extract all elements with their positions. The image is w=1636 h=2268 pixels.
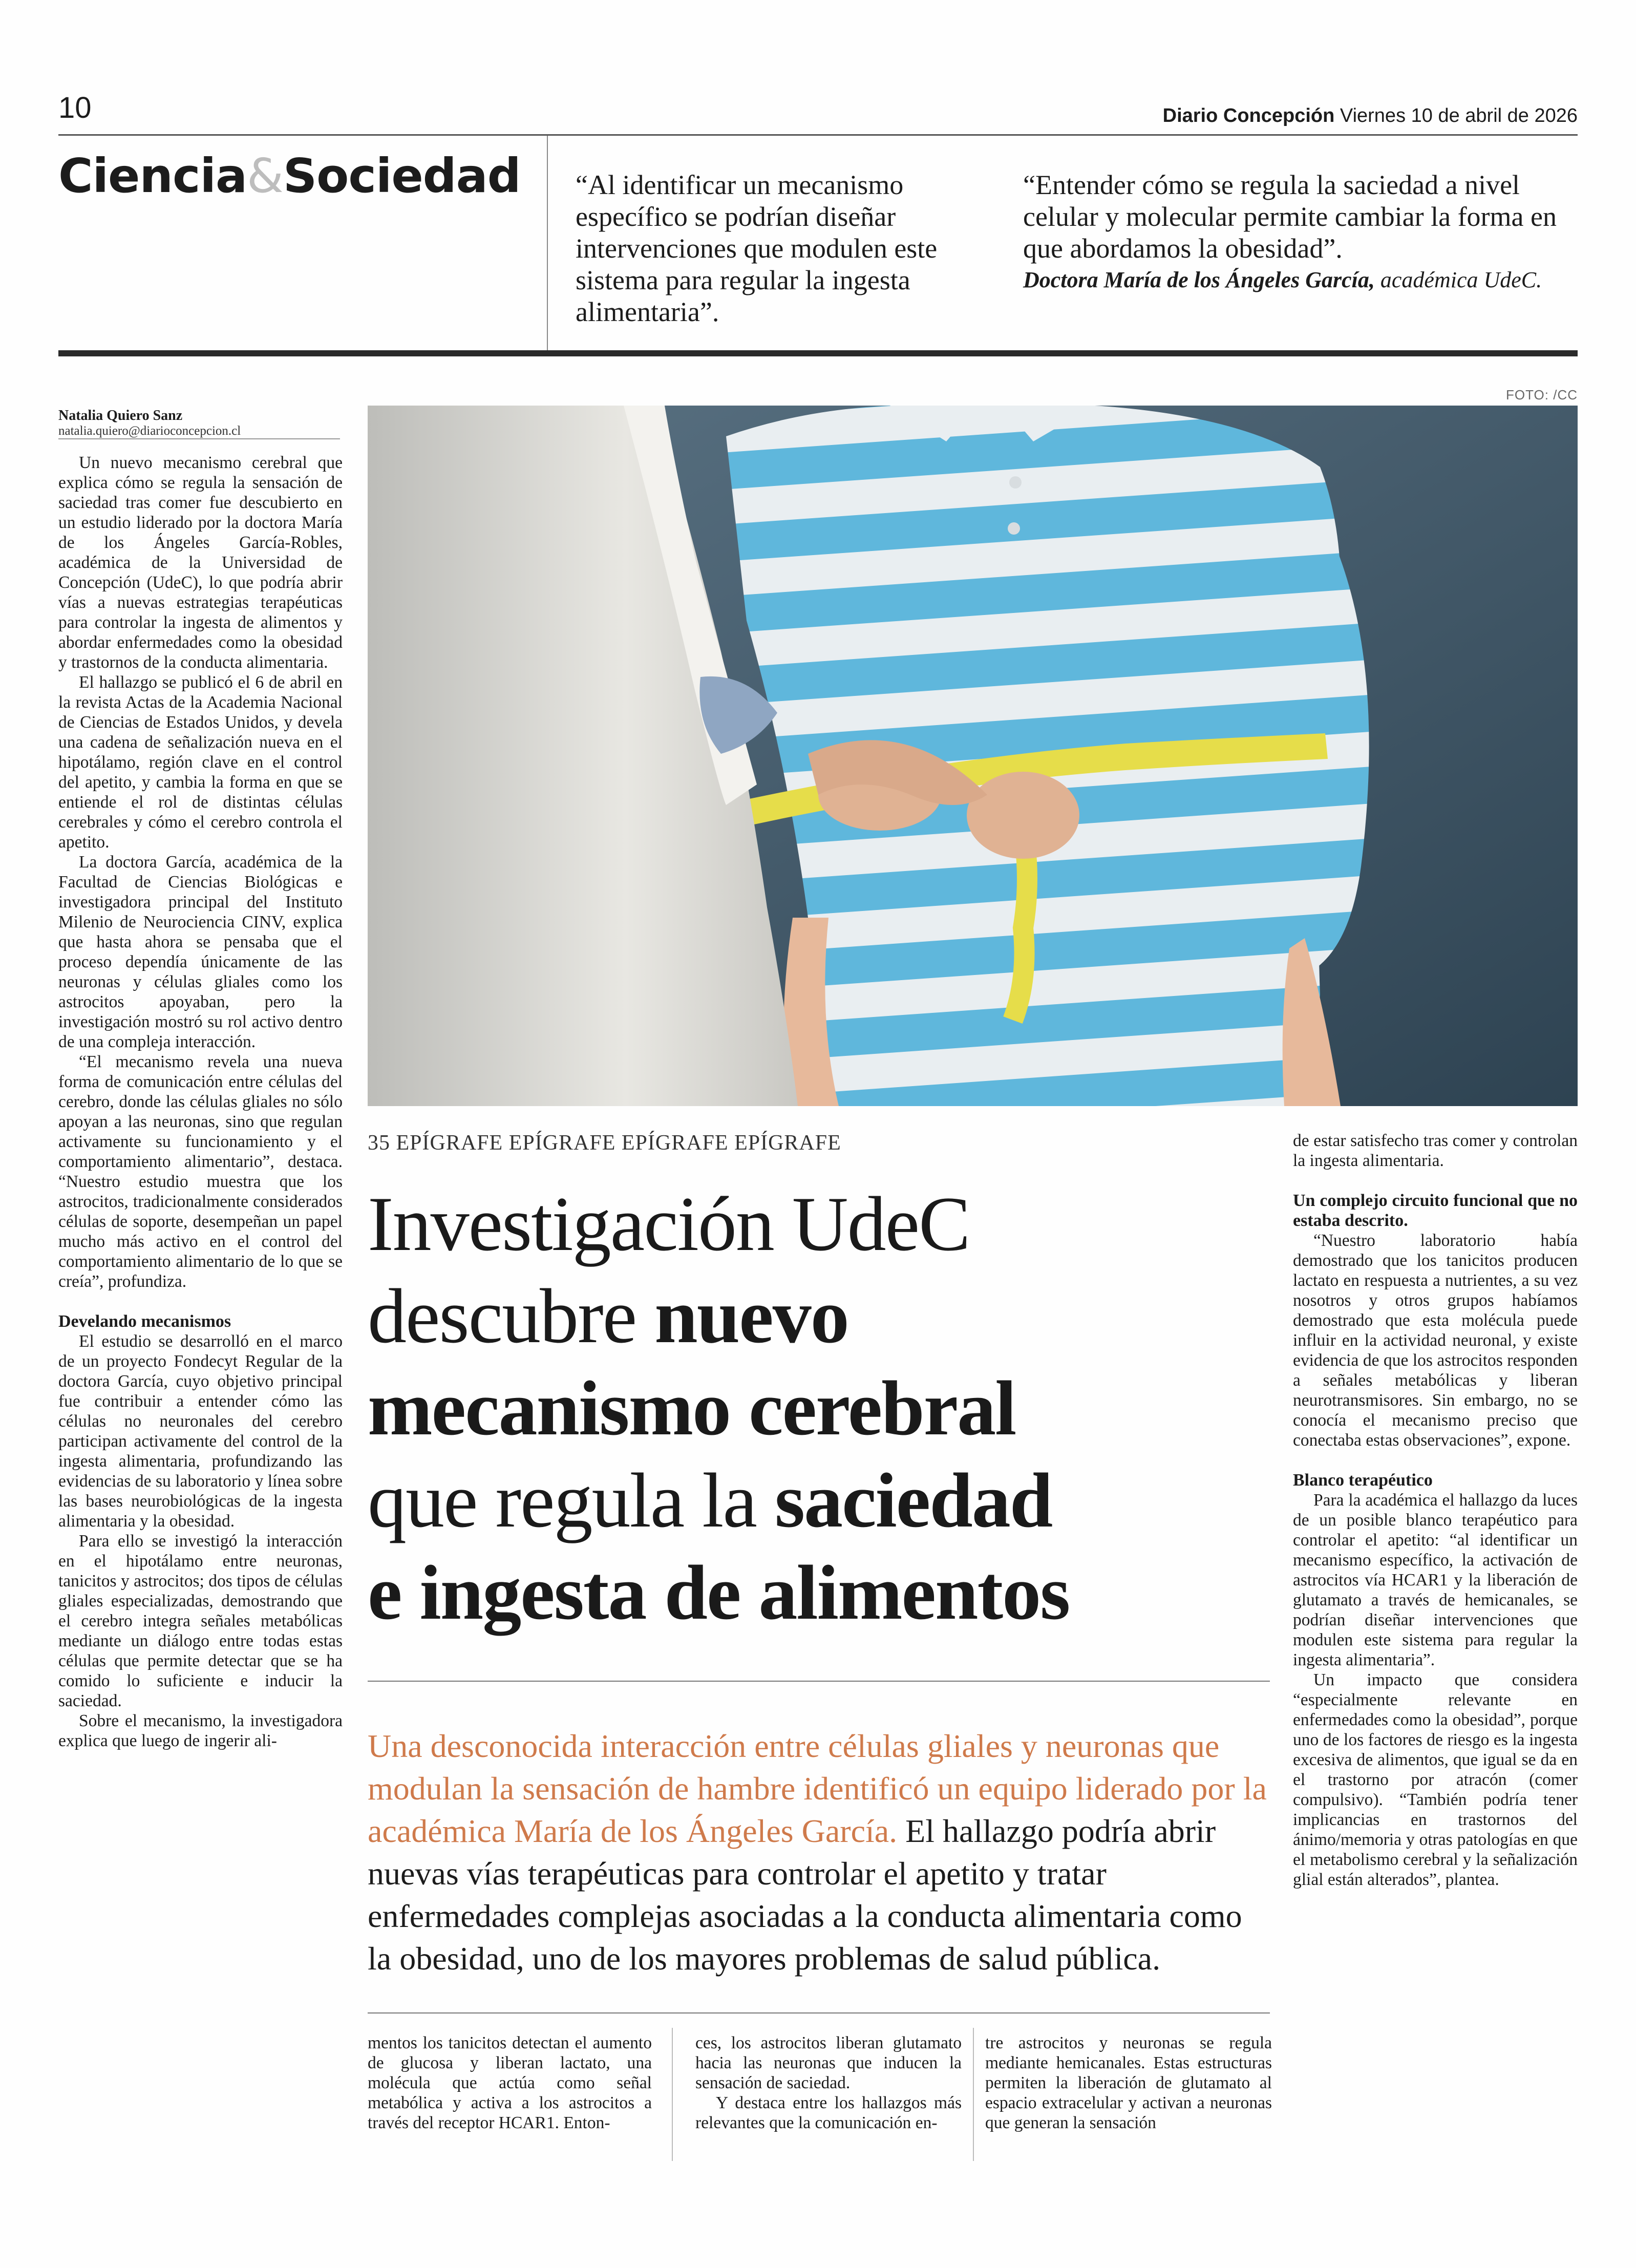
paragraph: Sobre el mecanismo, la investigadora explica que luego de ingerir ali- [58,1711,343,1750]
headline-text: descubre [368,1273,655,1359]
lead-accent: Una desconocida interacción entre células gliales y neuronas que modulan la sensación de hambre identificó un equipo liderado por la académica María de los Ángeles García. [368,1728,1267,1849]
section-ampersand: & [247,149,283,203]
headline [368,1178,1269,1639]
paragraph: de estar satisfecho tras comer y controlan la ingesta alimentaria. [1293,1131,1578,1170]
section-title-part2: Sociedad [283,149,521,203]
paragraph: Para ello se investigó la interacción en el hipotálamo entre neuronas, tanicitos y astrocitos; dos tipos de células gliales especializadas, demostrando que el cerebro integra señales metabólicas mediante un diálogo entre todas estas células que permite detectar que se ha comido lo suficiente e inducir la saciedad. [58,1532,343,1710]
headline-line [368,1270,1269,1362]
spacer [58,1291,343,1311]
paragraph: ces, los astrocitos liberan glutamato hacia las neuronas que inducen la sensación de saciedad. [695,2033,962,2092]
page-number: 10 [58,91,92,124]
attribution-role: académica UdeC. [1380,267,1542,292]
paragraph: Y destaca entre los hallazgos más relevantes que la comunicación en- [695,2093,962,2132]
headline-line [368,1362,1269,1454]
paragraph: mentos los tanicitos detectan el aumento de glucosa y liberan lactato, una molécula que actúa como señal metabólica y activa a los astrocitos a través del receptor HCAR1. Enton- [368,2033,652,2132]
byline-rule [58,438,340,439]
pull-quote-2 [1023,169,1576,296]
masthead [1163,105,1578,127]
lead-rule [368,2012,1270,2013]
headline-bold: nuevo [654,1273,848,1359]
article-column-bottom-2 [695,2033,962,2133]
issue-date: Viernes 10 de abril de 2026 [1340,105,1578,126]
section-title [58,149,521,203]
pull-quote-attribution [1023,264,1576,296]
header-bottom-rule [58,350,1578,356]
spacer [1293,1171,1578,1191]
subheading-circuito: Un complejo circuito funcional que no estaba descrito. [1293,1191,1578,1230]
article-column-bottom-3 [985,2033,1272,2133]
newspaper-name: Diario Concepción [1162,105,1335,126]
byline [58,408,340,438]
headline-line [368,1546,1269,1639]
pull-quote-1: “Al identificar un mecanismo específico se podrían diseñar intervenciones que modulen este sistema para regular la ingesta alimentaria”. [576,169,938,327]
lead-rest: El hallazgo podría abrir nuevas vías terapéuticas para controlar el apetito y tratar enfermedades complejas asociadas a la conducta alimentaria como la obesidad, uno de los mayores problemas de salud pública. [368,1813,1242,1977]
paragraph: El hallazgo se publicó el 6 de abril en la revista Actas de la Academia Nacional de Ciencias de Estados Unidos, y devela una cadena de señalización nueva en el hipotálamo, región clave en el control del apetito, y cambia la forma en que se entiende el rol de distintas células cerebrales y cómo el cerebro controla el apetito. [58,673,343,852]
kicker: 35 EPÍGRAFE EPÍGRAFE EPÍGRAFE EPÍGRAFE [368,1131,841,1155]
spacer [1293,1450,1578,1470]
photo-credit: FOTO: /CC [1506,387,1578,402]
subheading-blanco: Blanco terapéutico [1293,1471,1433,1490]
article-photo [368,406,1578,1106]
paragraph: Para la académica el hallazgo da luces de un posible blanco terapéutico para controlar el apetito: “al identificar un mecanismo específico, la activación de astrocitos vía HCAR1 y la liberación de glutamato a través de hemicanales, se podrían diseñar intervenciones que modulen este sistema para regular la ingesta alimentaria”. [1293,1491,1578,1669]
header-top-rule [58,134,1578,136]
article-column-bottom-1 [368,2033,652,2133]
paragraph: Un impacto que considera “especialmente relevante en enfermedades como la obesidad”, porque uno de los factores de riesgo es la ingesta excesiva de alimentos, que igual se da en el trastorno por atracón (comer compulsivo). “También podría tener implicancias en trastornos del ánimo/memoria y otras patologías en que el metabolismo cerebral y la señalización glial están alterados”, plantea. [1293,1670,1578,1889]
photo-illustration [368,406,1578,1106]
paragraph: “El mecanismo revela una nueva forma de comunicación entre células del cerebro, donde las células gliales no sólo apoyan a las neuronas, sino que regulan activamente su funcionamiento y el comportamiento alimentario”, destaca. “Nuestro estudio muestra que los astrocitos, tradicionalmente considerados células de soporte, desempeñan un papel mucho más activo en el control del comportamiento alimentario de lo que se creía”, profundiza. [58,1052,343,1291]
headline-text: que regula la [368,1457,775,1543]
article-column-left [58,453,343,1751]
column-divider [973,2028,974,2161]
headline-line: Investigación UdeC [368,1181,970,1267]
attribution-name: Doctora María de los Ángeles García, [1023,267,1375,292]
paragraph: El estudio se desarrolló en el marco de un proyecto Fondecyt Regular de la doctora García, cuyo objetivo principal fue contribuir a entender cómo las células no neuronales del cerebro participan activamente del control de la ingesta alimentaria, profundizando las evidencias de su laboratorio y línea sobre las bases neurobiológicas de la ingesta alimentaria y la obesidad. [58,1332,343,1531]
headline-bold: saciedad [774,1457,1052,1543]
author-email[interactable]: natalia.quiero@diarioconcepcion.cl [58,424,241,438]
paragraph: Un nuevo mecanismo cerebral que explica cómo se regula la sensación de saciedad tras comer fue descubierto en un estudio liderado por la doctora María de los Ángeles García-Robles, académica de la Universidad de Concepción (UdeC), lo que podría abrir vías a nuevas estrategias terapéuticas para controlar la ingesta de alimentos y abordar enfermedades como la obesidad y trastornos de la conducta alimentaria. [58,453,343,672]
pull-quote-2-text: “Entender cómo se regula la saciedad a nivel celular y molecular permite cambiar la forma en que abordamos la obesidad”. [1023,169,1557,264]
subheading-develando: Develando mecanismos [58,1312,231,1331]
header-divider [547,136,548,351]
paragraph: La doctora García, académica de la Facultad de Ciencias Biológicas e investigadora principal del Instituto Milenio de Neurociencia CINV, explica que hasta ahora se pensaba que el proceso dependía únicamente de las neuronas y células gliales como los astrocitos apoyaban, pero la investigación mostró su rol activo dentro de una compleja interacción. [58,853,343,1051]
paragraph: tre astrocitos y neuronas se regula mediante hemicanales. Estas estructuras permiten la liberación de glutamato al espacio extracelular y activan a neuronas que generan la sensación [985,2033,1272,2132]
article-column-right [1293,1131,1578,1890]
section-title-part1: Ciencia [58,149,247,203]
headline-bold: e ingesta de alimentos [368,1550,1070,1636]
headline-line [368,1454,1269,1546]
headline-bold: mecanismo cerebral [368,1365,1016,1451]
headline-rule [368,1681,1270,1682]
column-divider [672,2028,673,2161]
lead-paragraph [368,1725,1270,1980]
paragraph: “Nuestro laboratorio había demostrado que los tanicitos producen lactato en respuesta a nutrientes, a su vez nosotros y otros grupos habíamos demostrado que esta molécula puede influir en la actividad neuronal, y existe evidencia de que los astrocitos responden a señales metabólicas y liberan neurotransmisores. Sin embargo, no se conocía el mecanismo preciso que conectaba estas observaciones”, expone. [1293,1231,1578,1450]
author-name: Natalia Quiero Sanz [58,408,183,423]
